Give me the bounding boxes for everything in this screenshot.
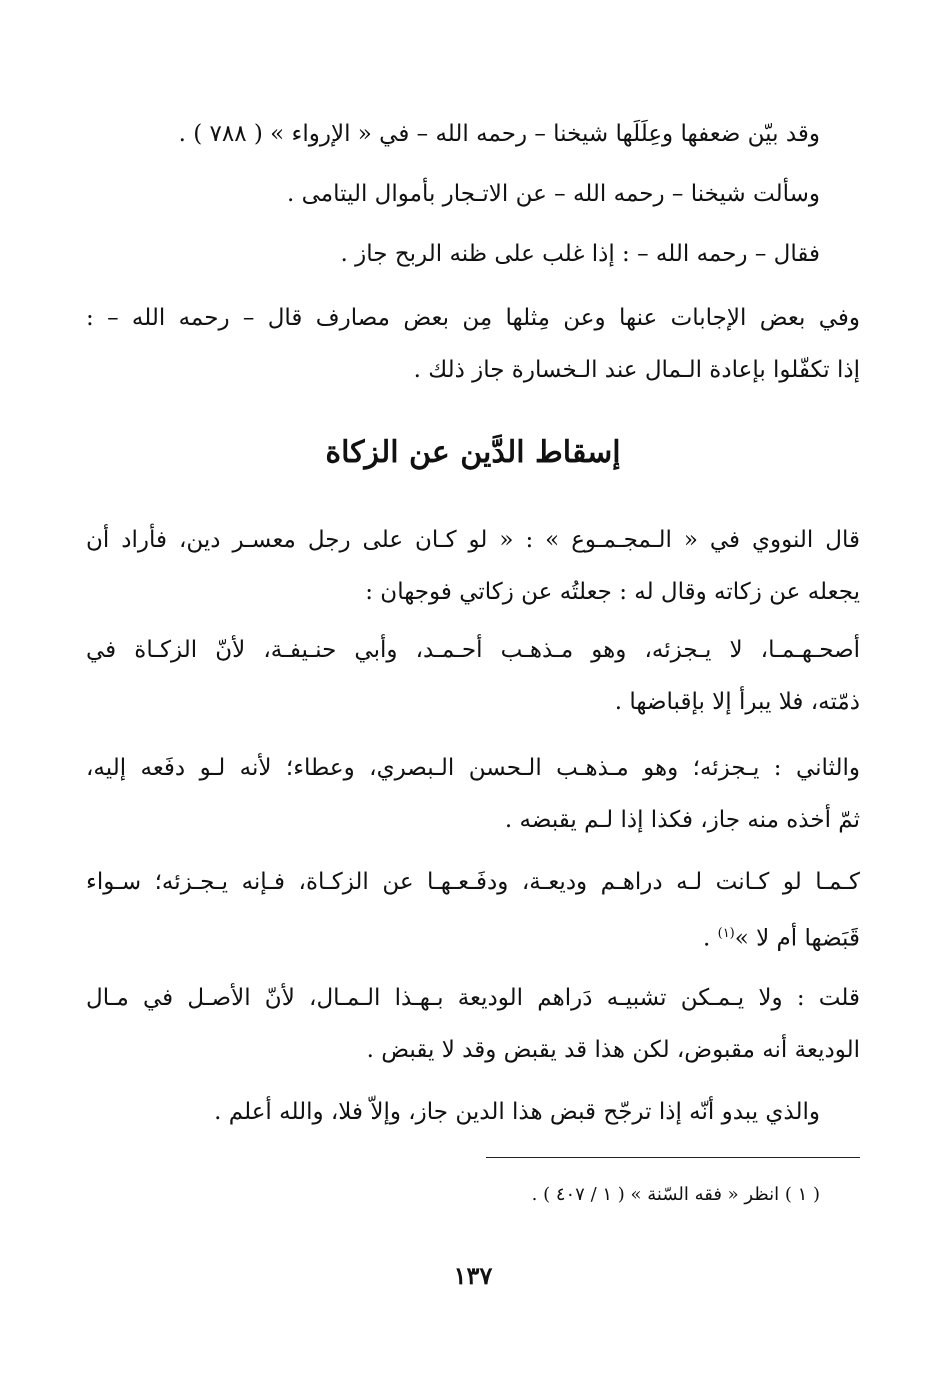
paragraph-8-line-2-text: قَبَضها أم لا » xyxy=(734,925,860,952)
paragraph-4-line-2: إذا تكفّلوا بإعادة الـمال عند الـخسارة جاز ذلك . xyxy=(413,357,860,383)
paragraph-1: وقد بيّن ضعفها وعِلَلَها شيخنا – رحمه الله – في « الإرواء » ( ٧٨٨ ) . xyxy=(178,121,820,147)
paragraph-7-line-1: والثاني : يـجزئه؛ وهو مـذهـب الـحسن الـبصري، وعطاء؛ لأنه لـو دفَعه إليه، xyxy=(86,755,860,781)
paragraph-5-line-2: يجعله عن زكاته وقال له : جعلتُه عن زكاتي فوجهان : xyxy=(365,579,860,605)
paragraph-8-end: . xyxy=(702,925,711,952)
paragraph-5-line-1: قال النووي في « الـمجـمـوع » : « لو كـان على رجل معسـر دين، فأراد أن xyxy=(86,527,860,553)
page-number: ١٣٧ xyxy=(453,1261,493,1290)
paragraph-7-line-2: ثمّ أخذه منه جاز، فكذا إذا لـم يقبضه . xyxy=(504,807,860,833)
paragraph-9-line-2: الوديعة أنه مقبوض، لكن هذا قد يقبض وقد لا يقبض . xyxy=(366,1037,860,1063)
paragraph-10: والذي يبدو أنّه إذا ترجّح قبض هذا الدين جاز، وإلاّ فلا، والله أعلم . xyxy=(214,1099,820,1125)
paragraph-8-line-2 xyxy=(703,914,860,959)
paragraph-6-line-2: ذمّته، فلا يبرأ إلا بإقباضها . xyxy=(614,689,860,715)
section-heading: إسقاط الدَّين عن الزكاة xyxy=(325,435,621,470)
book-page xyxy=(86,0,860,1378)
paragraph-4-line-1: وفي بعض الإجابات عنها وعن مِثلها مِن بعض مصارف قال – رحمه الله – : xyxy=(86,305,860,331)
paragraph-6-line-1: أصحـهـمـا، لا يـجزئه، وهو مـذهـب أحـمـد، وأبي حنـيفـة، لأنّ الزكـاة في xyxy=(86,637,860,663)
paragraph-2: وسألت شيخنا – رحمه الله – عن الاتـجار بأموال اليتامى . xyxy=(286,181,820,207)
paragraph-9-line-1: قلت : ولا يـمـكن تشبيـه دَراهم الوديعة بـهـذا الـمـال، لأنّ الأصـل في مـال xyxy=(86,985,860,1011)
footnote-marker: (١) xyxy=(717,926,735,941)
paragraph-8-line-1: كـمـا لو كـانت لـه دراهـم وديعـة، ودفَـعـهـا عن الزكـاة، فـإنه يـجـزئه؛ سـواء xyxy=(86,869,860,895)
paragraph-3: فقال – رحمه الله – : إذا غلب على ظنه الربح جاز . xyxy=(340,241,820,267)
footnote-separator xyxy=(486,1157,860,1158)
footnote: ( ١ ) انظر « فقه السّنة » ( ١ / ٤٠٧ ) . xyxy=(531,1184,820,1205)
